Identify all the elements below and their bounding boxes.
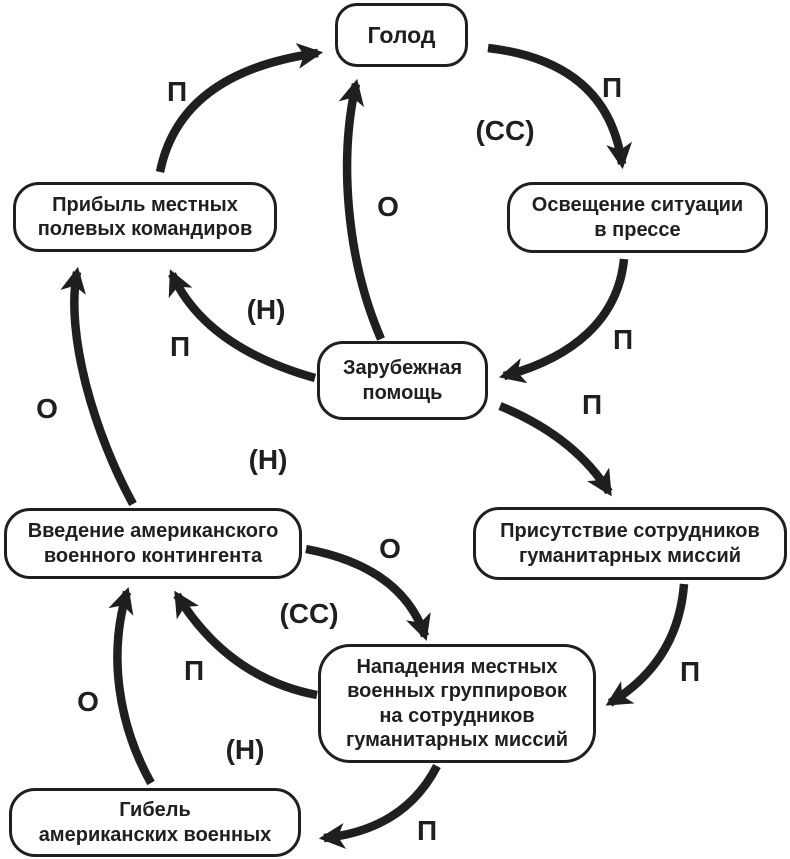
node-press-coverage-label: Освещение ситуации xyxy=(531,194,744,217)
node-us-casualties xyxy=(9,788,301,857)
node-press-coverage xyxy=(507,182,768,253)
node-attacks-label: Нападения местных xyxy=(356,655,558,678)
arrow-aid-to-warlords xyxy=(169,274,315,378)
node-foreign-aid-label: Зарубежная xyxy=(343,357,462,380)
node-warlords-profit-label: полевых командиров xyxy=(37,218,253,240)
node-attacks-label: на сотрудников xyxy=(379,704,535,727)
node-humanitarian-presence-label: Присутствие сотрудников xyxy=(500,520,760,543)
loop-label-top: (СС) xyxy=(475,115,535,146)
arrow-press-to-aid xyxy=(504,259,624,376)
node-humanitarian-presence-label: гуманитарных миссий xyxy=(518,544,742,567)
loop-label-left: (Н) xyxy=(248,444,288,475)
node-press-coverage-label: в прессе xyxy=(594,218,681,241)
loop-label-bottom: (Н) xyxy=(225,734,265,765)
node-foreign-aid xyxy=(317,341,488,420)
edge-label-neg-troops-warlords: О xyxy=(36,393,58,424)
node-famine xyxy=(335,3,468,67)
edge-label-neg-casualties-troops: О xyxy=(77,686,99,717)
node-famine-label: Голод xyxy=(367,21,436,48)
node-warlords-profit xyxy=(13,182,277,252)
arrow-warlords-to-famine xyxy=(160,53,318,172)
node-us-casualties-label: американских военных xyxy=(38,823,272,846)
arrow-aid-to-famine xyxy=(347,84,381,339)
node-foreign-aid-label: помощь xyxy=(362,381,443,404)
node-us-troops-label: военного контингента xyxy=(43,544,263,567)
edge-label-pos-famine-press: П xyxy=(601,72,623,103)
node-us-troops xyxy=(4,508,302,579)
node-attacks xyxy=(318,644,596,763)
edge-label-pos-warlords-famine: П xyxy=(166,76,188,107)
arrow-troops-to-warlords xyxy=(74,272,133,504)
node-humanitarian-presence xyxy=(473,507,787,580)
edge-label-pos-press-aid: П xyxy=(612,324,634,355)
edge-label-neg-troops-attacks: О xyxy=(379,533,401,564)
arrow-presence-to-attacks xyxy=(610,584,684,703)
node-warlords-profit-label: Прибыль местных xyxy=(52,193,238,216)
edge-label-pos-aid-warlords: П xyxy=(169,331,191,362)
arrow-casualties-to-troops xyxy=(117,592,151,783)
node-us-casualties-label: Гибель xyxy=(119,799,191,822)
node-us-troops-label: Введение американского xyxy=(27,520,279,543)
edge-label-neg-aid-famine: О xyxy=(377,191,399,222)
loop-label-troops-attacks: (СС) xyxy=(279,598,339,629)
node-attacks-label: гуманитарных миссий xyxy=(345,728,569,751)
edge-label-pos-attacks-casualties: П xyxy=(416,815,438,846)
edge-label-pos-attacks-troops: П xyxy=(183,655,205,686)
edge-label-pos-presence-attacks: П xyxy=(679,656,701,687)
loop-label-aid-warlords: (Н) xyxy=(246,294,286,325)
node-attacks-label: военных группировок xyxy=(347,680,567,703)
edge-label-pos-aid-presence: П xyxy=(581,389,603,420)
